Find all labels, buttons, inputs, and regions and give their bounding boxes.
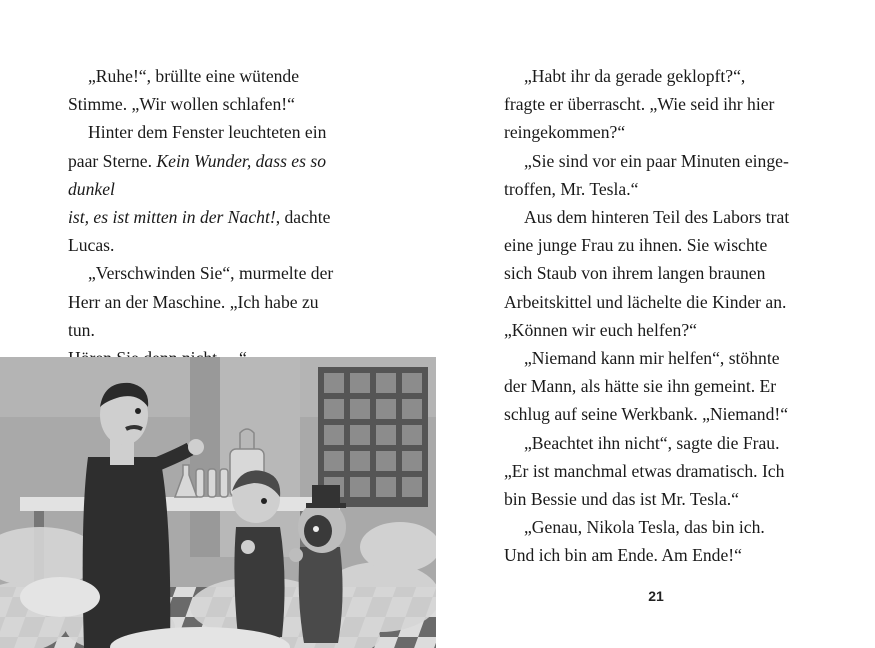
paragraph: „Niemand kann mir helfen“, stöhnte der Mann, als hätte sie ihn gemeint. Er schlug auf seine Werkbank. „Niemand!“: [504, 348, 789, 425]
paragraph: „Habt ihr da gerade geklopft?“, fragte er überrascht. „Wie seid ihr hier reingekommen?“: [504, 66, 775, 143]
page-number: 21: [648, 588, 664, 604]
right-text-column: [504, 62, 810, 570]
pillar: [190, 357, 220, 557]
paragraph: „Verschwinden Sie“, murmelte der Herr an der Maschine. „Ich habe zu tun.: [68, 263, 334, 340]
paragraph: „Beachtet ihn nicht“, sagte die Frau. „Er ist manchmal etwas dramatisch. Ich bin Bessie und das ist Mr. Tesla.“: [504, 432, 785, 510]
boy-figure: [232, 470, 285, 637]
paragraph: Aus dem hinteren Teil des Labors trat eine junge Frau zu ihnen. Sie wischte sich Staub von ihrem langen braunen Arbeitskittel und lächelte die Kinder an. „Können wir euch helfen?“: [504, 207, 790, 340]
paragraph: Hinter dem Fenster leuchteten ein paar Sterne. Kein Wunder, dass es so dunkel ist, es ist mitten in der Nacht!, dachte Lucas.: [68, 122, 331, 256]
paragraph: „Genau, Nikola Tesla, das bin ich. Und ich bin am Ende. Am Ende!“: [504, 517, 765, 566]
paragraph: „Sie sind vor ein paar Minuten einge- troffen, Mr. Tesla.“: [504, 150, 789, 199]
laboratory-illustration: [0, 357, 436, 648]
paragraph: „Ruhe!“, brüllte eine wütende Stimme. „Wir wollen schlafen!“: [68, 66, 300, 115]
laboratory-scene: [0, 357, 436, 648]
